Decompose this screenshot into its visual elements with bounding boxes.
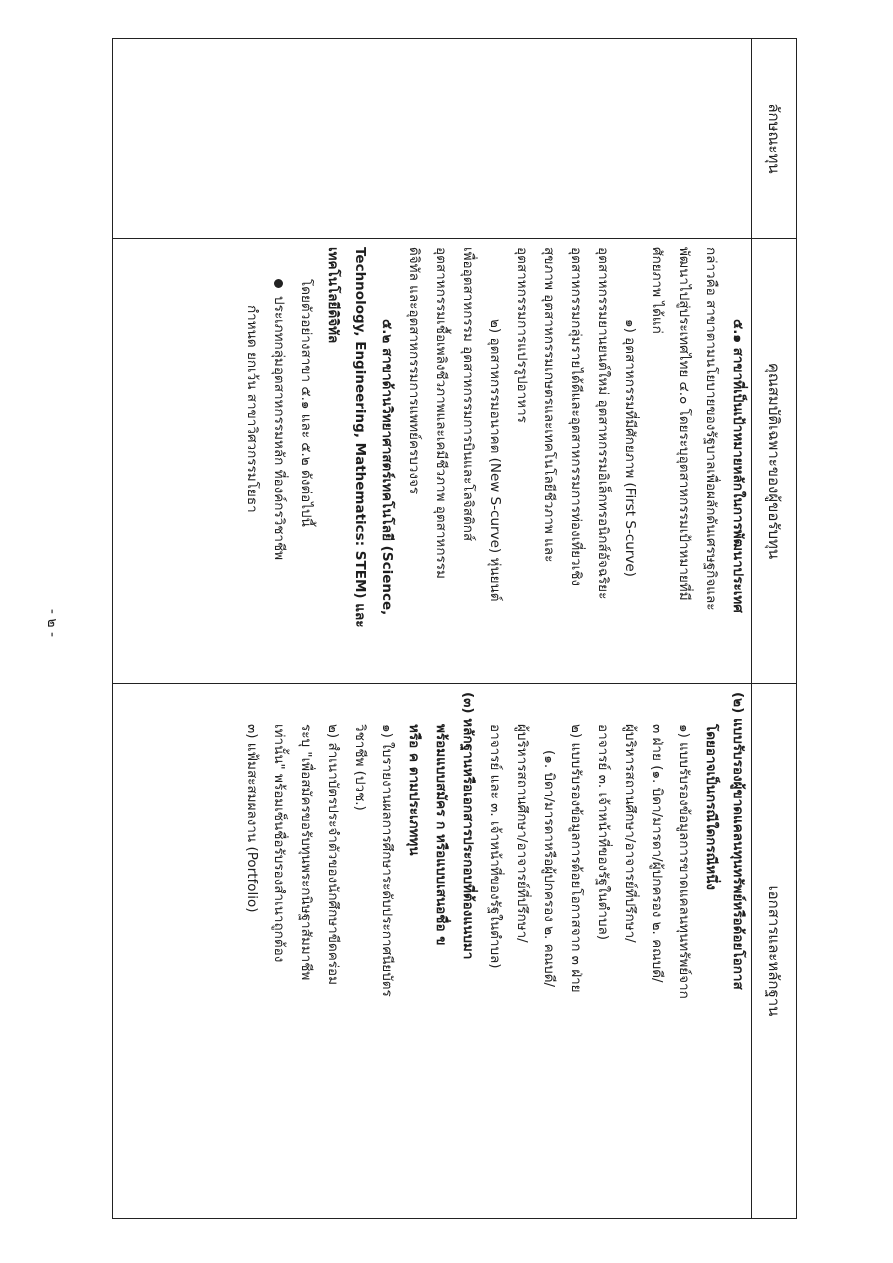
cell-scholarship-type <box>113 39 752 239</box>
doc-2-title: (๒) แบบรับรองผู้ขาดแคลนทุนทรัพย์หรือด้อยโอกาส <box>730 692 746 990</box>
header-qualifications: คุณสมบัติเฉพาะของผู้ขอรับทุน <box>752 239 797 684</box>
doc-2-item-2-line: (๑. บิดา/มารดาหรือผู้ปกครอง ๒. คณบดี/ <box>541 750 557 988</box>
page-number: - ๒ - <box>44 608 60 638</box>
table-header-row <box>752 39 797 1219</box>
item-2-line: เพื่ออุตสาหกรรม อุตสาหกรรมการบินและโลจิสติกส์ <box>460 247 476 542</box>
section-5-1-title: ๕.๑ สาขาที่เป็นเป้าหมายหลักในการพัฒนาประเทศ <box>730 319 746 613</box>
doc-2-item-2-line: อาจารย์ และ ๓. เจ้าหน้าที่ของรัฐในตำบล) <box>487 724 503 969</box>
bullet-icon <box>275 279 284 288</box>
cell-documents <box>113 684 752 1219</box>
item-2-line: ดิจิทัล และอุตสาหกรรมการแพทย์ครบวงจร <box>406 247 422 495</box>
table-row <box>113 39 752 1219</box>
header-documents: เอกสารและหลักฐาน <box>752 684 797 1219</box>
bullet-item-continuation: กำหนด ยกเว้น สาขาวิศวกรรมโยธา <box>244 305 260 513</box>
doc-3-title: (๓) หลักฐานหรือเอกสารประกอบที่ต้องแนบมา <box>460 692 476 960</box>
item-1-line: อุตสาหกรรมการแปรรูปอาหาร <box>514 247 530 423</box>
doc-2-item-1-line: อาจารย์ ๓. เจ้าหน้าที่ของรัฐในตำบล) <box>595 724 611 941</box>
section-5-2-line: เทคโนโลยีดิจิทัล <box>325 247 341 344</box>
qualification-table <box>112 38 797 1219</box>
doc-3-item-3: ๓) แฟ้มสะสมผลงาน (Portfolio) <box>244 724 260 913</box>
item-2-title: ๒) อุตสาหกรรมอนาคต (New S-curve) หุ่นยนต์ <box>487 319 503 602</box>
doc-3-item-2: ๒) สำเนาบัตรประจำตัวของนักศึกษาขีดคร่อม <box>325 724 341 986</box>
doc-3-item-1: ๑) ใบรายงานผลการศึกษาระดับประกาศนียบัตร <box>379 724 395 997</box>
example-line: โดยตัวอย่างสาขา ๕.๑ และ ๕.๒ ดังต่อไปนี้ <box>298 279 314 527</box>
doc-3-item-1-line: วิชาชีพ (ปวช.) <box>352 724 368 811</box>
section-5-2-title: ๕.๒ สาขาด้านวิทยาศาสตร์เทคโนโลยี (Science, <box>379 319 395 616</box>
section-5-1-line: พัฒนาไปสู่ประเทศไทย ๔.๐ โดยระบุอุตสาหกรรมเป้าหมายที่มี <box>676 247 692 601</box>
cell-qualifications <box>113 239 752 684</box>
doc-3-subtitle: พร้อมแบบสมัคร ก หรือแบบเสนอชื่อ ข <box>433 724 449 946</box>
section-5-1-line: กล่าวคือ สาขาตามนโยบายของรัฐบาลเพื่อผลักดันเศรษฐกิจและ <box>703 247 719 611</box>
doc-2-item-1-line: ผู้บริหารสถานศึกษา/อาจารย์ที่ปรึกษา/ <box>622 724 638 943</box>
bullet-item <box>265 247 292 675</box>
doc-2-item-2-line: ผู้บริหารสถานศึกษา/อาจารย์ที่ปรึกษา/ <box>514 724 530 943</box>
doc-3-subtitle: หรือ ค ตามประเภททุน <box>406 724 422 856</box>
item-1-line: สุขภาพ อุตสาหกรรมเกษตรและเทคโนโลยีชีวภาพ และ <box>541 247 557 563</box>
item-1-line: อุตสาหกรรมยานยนต์ใหม่ อุตสาหกรรมอิเล็กทรอนิกส์อัจฉริยะ <box>595 247 611 600</box>
section-5-2-line: Technology, Engineering, Mathematics: STEM) และ <box>352 247 368 628</box>
item-2-line: อุตสาหกรรมเชื้อเพลิงชีวภาพและเคมีชีวภาพ อุตสาหกรรม <box>433 247 449 579</box>
rotated-table-container <box>112 38 797 1218</box>
header-scholarship-type: ลักษณะทุน <box>752 39 797 239</box>
item-1-line: อุตสาหกรรมกลุ่มรายได้ดีและอุตสาหกรรมการท่องเที่ยวเชิง <box>568 247 584 586</box>
section-5-1-line: ศักยภาพ ได้แก่ <box>649 247 665 334</box>
doc-2-item-1: ๑) แบบรับรองข้อมูลการขาดแคลนทุนทรัพย์จาก <box>676 724 692 999</box>
bullet-text: ประเภทกลุ่มอุตสาหกรรมหลัก ที่องค์กรวิชาชีพ <box>271 296 287 561</box>
doc-2-item-2: ๒) แบบรับรองข้อมูลการด้อยโอกาสจาก ๓ ฝ่าย <box>568 724 584 993</box>
doc-3-item-2-line: เท่านั้น" พร้อมเซ็นชื่อรับรองสำเนาถูกต้อง <box>271 724 287 963</box>
doc-3-item-2-line: ระบุ "เพื่อสมัครขอรับทุนพระกนิษฐาสัมมาชีพ <box>298 724 314 981</box>
item-1-title: ๑) อุตสาหกรรมที่มีศักยภาพ (First S-curve) <box>622 319 638 577</box>
doc-2-item-1-line: ๓ ฝ่าย (๑. บิดา/มารดา/ผู้ปกครอง ๒. คณบดี/ <box>649 724 665 983</box>
doc-2-subtitle: โดยอาจเป็นกรณีใดกรณีหนึ่ง <box>703 724 719 890</box>
